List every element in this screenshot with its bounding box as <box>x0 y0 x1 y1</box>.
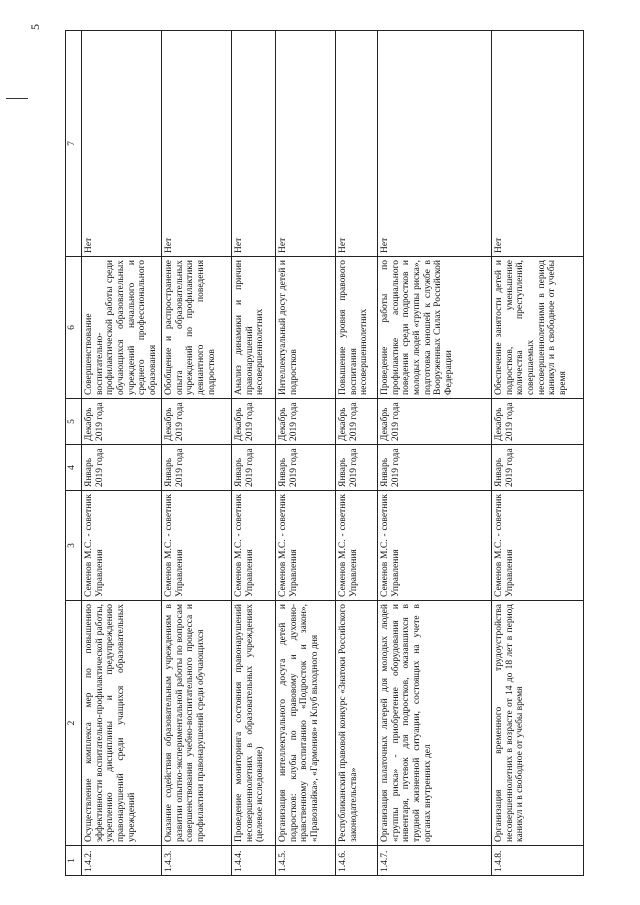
table-row <box>276 31 336 876</box>
note-text: Нет <box>336 31 378 257</box>
end-date: Декабрь 2019 года <box>162 399 232 445</box>
result-text: Совершенствование воспитательно-профилактической работы среди обучающихся образовательных учреждений начального и среднего профессионального образования <box>82 257 162 399</box>
executor-text: Семенов М.С. - советник Управления <box>336 491 378 601</box>
end-date: Декабрь 2019 года <box>492 399 584 445</box>
result-text: Анализ динамики и причин правонарушений несовершеннолетних <box>232 257 276 399</box>
row-number: 1.4.8. <box>492 846 584 876</box>
start-date: Январь 2019 года <box>336 445 378 491</box>
executor-text: Семенов М.С. - советник Управления <box>378 491 492 601</box>
note-text: Нет <box>82 31 162 257</box>
row-number: 1.4.2. <box>82 846 162 876</box>
table-row <box>82 31 162 876</box>
table-row <box>162 31 232 876</box>
table-row <box>336 31 378 876</box>
executor-text: Семенов М.С. - советник Управления <box>276 491 336 601</box>
column-number: 5 <box>66 399 82 445</box>
measure-text: Оказание содействия образовательным учреждениям в развитии опытно-экспериментальной работы по вопросам совершенствования учебно-воспитательного процесса и профилактики правонарушений среди обучающихся <box>162 601 232 846</box>
measure-text: Организация временного трудоустройства несовершеннолетних в возрасте от 14 до 18 лет в период каникул и в свободное от учебы время <box>492 601 584 846</box>
result-text: Повышение уровня правового воспитания несовершеннолетних <box>336 257 378 399</box>
measure-text: Республиканский правовой конкурс «Знатоки Российского законодательства» <box>336 601 378 846</box>
rotated-page <box>65 31 635 876</box>
end-date: Декабрь 2019 года <box>378 399 492 445</box>
measures-table <box>65 30 584 876</box>
result-text: Обобщение и распространение опыта образовательных учреждений по профилактики девиантного поведения подростков <box>162 257 232 399</box>
executor-text: Семенов М.С. - советник Управления <box>82 491 162 601</box>
executor-text: Семенов М.С. - советник Управления <box>162 491 232 601</box>
measure-text: Осуществление комплекса мер по повышению эффективности воспитательно-профилактической работы, укреплению дисциплины и предупреждению правонарушений среди учащихся образовательных учреждений <box>82 601 162 846</box>
result-text: Проведение работы по профилактике асоциального поведения среди подростков и молодых людей «группы риска», подготовка юношей к службе в Вооруженных Силах Российской Федерации <box>378 257 492 399</box>
start-date: Январь 2019 года <box>276 445 336 491</box>
column-number: 3 <box>66 491 82 601</box>
result-text: Обеспечение занятости детей и подростков, уменьшение количества преступлений, совершаемых несовершеннолетними в период каникул и в свободное от учебы время <box>492 257 584 399</box>
column-number-row <box>66 31 82 876</box>
measure-text: Организация палаточных лагерей для молодых людей «группы риска» - приобретение оборудования и инвентаря, путевок для подростков, оказавшихся в трудной жизненной ситуации, состоящих на учете в органах внутренних дел <box>378 601 492 846</box>
start-date: Январь 2019 года <box>492 445 584 491</box>
measure-text: Организация интеллектуального досуга детей и подростков: клубы по правовому и духовно-нравственному воспитанию «Подросток и закон», «Правознайка», «Гармония» и Клуб выходного дня <box>276 601 336 846</box>
column-number: 1 <box>66 846 82 876</box>
end-date: Декабрь 2019 года <box>82 399 162 445</box>
note-text: Нет <box>378 31 492 257</box>
table-row <box>232 31 276 876</box>
note-text: Нет <box>492 31 584 257</box>
row-number: 1.4.3. <box>162 846 232 876</box>
column-number: 7 <box>66 31 82 257</box>
start-date: Январь 2019 года <box>378 445 492 491</box>
start-date: Январь 2019 года <box>162 445 232 491</box>
result-text: Интеллектуальный досуг детей и подростков <box>276 257 336 399</box>
column-number: 2 <box>66 601 82 846</box>
start-date: Январь 2019 года <box>232 445 276 491</box>
note-text: Нет <box>232 31 276 257</box>
note-text: Нет <box>276 31 336 257</box>
start-date: Январь 2019 года <box>82 445 162 491</box>
row-number: 1.4.5. <box>276 846 336 876</box>
end-date: Декабрь 2019 года <box>276 399 336 445</box>
note-text: Нет <box>162 31 232 257</box>
table-row <box>378 31 492 876</box>
executor-text: Семенов М.С. - советник Управления <box>232 491 276 601</box>
column-number: 4 <box>66 445 82 491</box>
column-number: 6 <box>66 257 82 399</box>
row-number: 1.4.7. <box>378 846 492 876</box>
page-number: 5 <box>28 24 42 30</box>
measure-text: Проведение мониторинга состояния правонарушений несовершеннолетних в образовательных учреждениях (целевое исследование) <box>232 601 276 846</box>
end-date: Декабрь 2019 года <box>232 399 276 445</box>
row-number: 1.4.4. <box>232 846 276 876</box>
executor-text: Семенов М.С. - советник Управления <box>492 491 584 601</box>
end-date: Декабрь 2019 года <box>336 399 378 445</box>
row-number: 1.4.6. <box>336 846 378 876</box>
table-row <box>492 31 584 876</box>
margin-rule <box>6 98 28 99</box>
